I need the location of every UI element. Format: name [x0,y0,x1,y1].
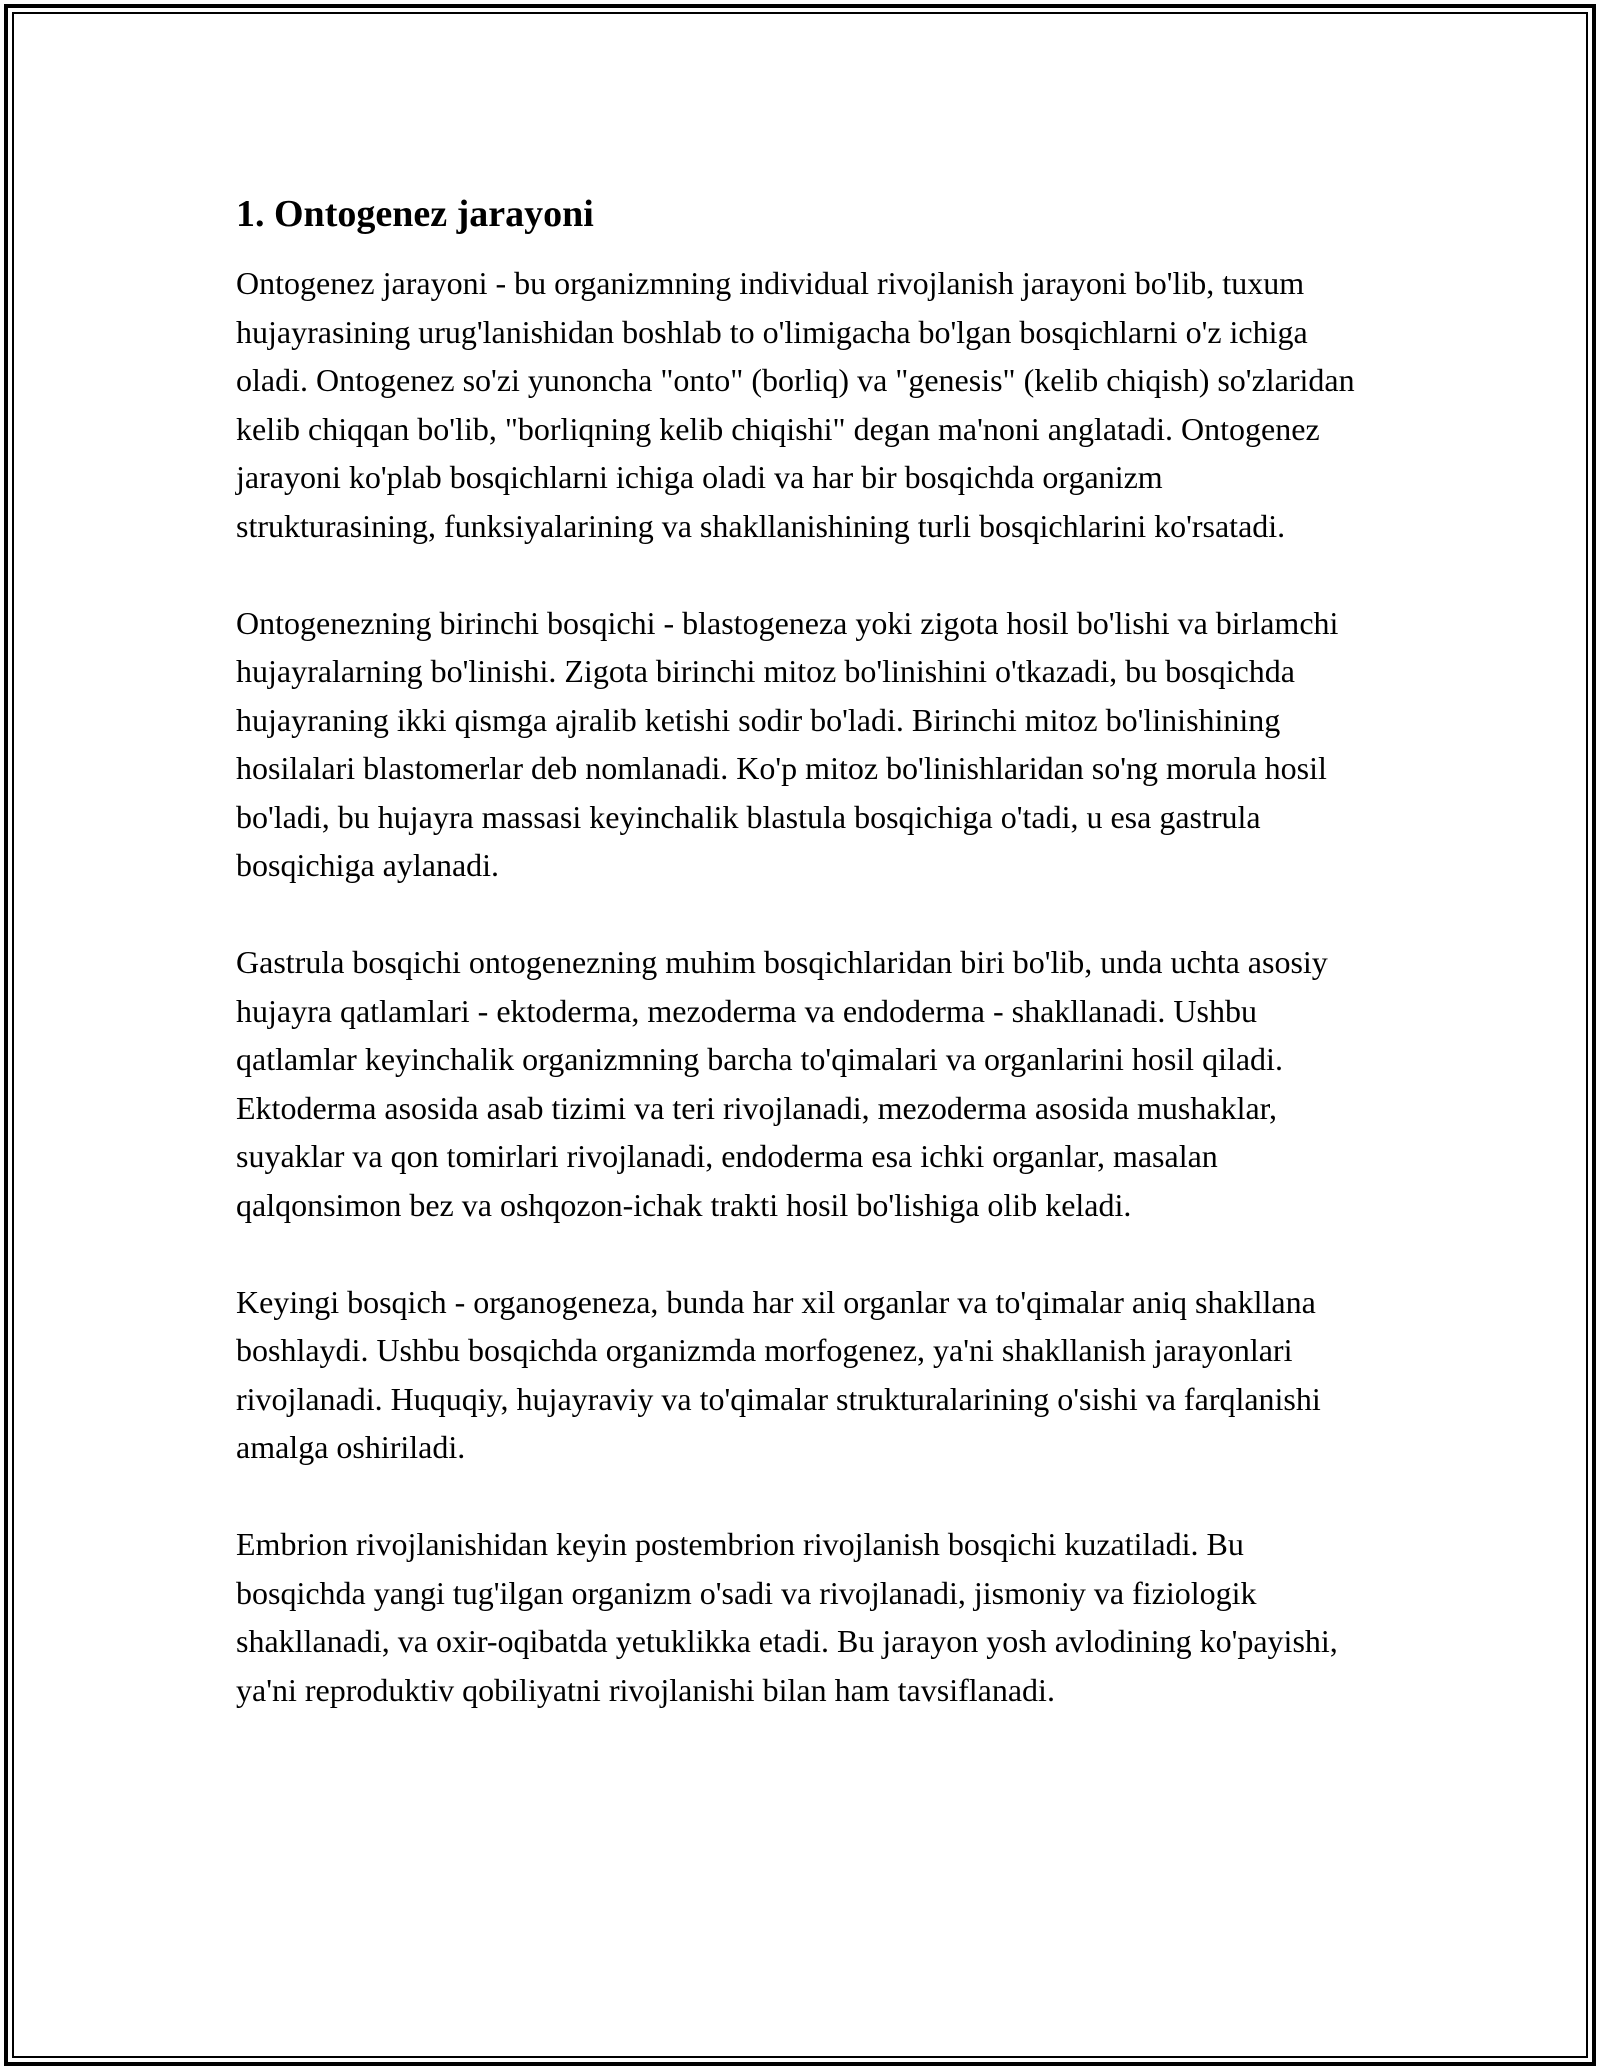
paragraph-2: Ontogenezning birinchi bosqichi - blastogeneza yoki zigota hosil bo'lishi va birlamchi hujayralarning bo'linishi. Zigota birinchi mitoz bo'linishini o'tkazadi, bu bosqichda hujayraning ikki qismga ajralib ketishi sodir bo'ladi. Birinchi mitoz bo'linishining hosilalari blastomerlar deb nomlanadi. Ko'p mitoz bo'linishlaridan so'ng morula hosil bo'ladi, bu hujayra massasi keyinchalik blastula bosqichiga o'tadi, u esa gastrula bosqichiga aylanadi. [236,604,1339,883]
paragraph-5: Embrion rivojlanishidan keyin postembrion rivojlanish bosqichi kuzatiladi. Bu bosqichda yangi tug'ilgan organizm o'sadi va rivojlanadi, jismoniy va fiziologik shakllanadi, va oxir-oqibatda yetuklikka etadi. Bu jarayon yosh avlodining ko'payishi, ya'ni reproduktiv qobiliyatni rivojlanishi bilan ham tavsiflanadi. [236,1526,1338,1708]
paragraph-1: Ontogenez jarayoni - bu organizmning individual rivojlanish jarayoni bo'lib, tuxum hujayrasining urug'lanishidan boshlab to o'limigacha bo'lgan bosqichlarni o'z ichiga oladi. Ontogenez so'zi yunoncha "onto" (borliq) va "genesis" (kelib chiqish) so'zlaridan kelib chiqqan bo'lib, "borliqning kelib chiqishi" degan ma'noni anglatadi. Ontogenez jarayoni ko'plab bosqichlarni ichiga oladi va har bir bosqichda organizm strukturasining, funksiyalarining va shakllanishining turli bosqichlarini ko'rsatadi. [236,265,1355,544]
document-body [236,190,1366,1714]
paragraph-3: Gastrula bosqichi ontogenezning muhim bosqichlaridan biri bo'lib, unda uchta asosiy hujayra qatlamlari - ektoderma, mezoderma va endoderma - shakllanadi. Ushbu qatlamlar keyinchalik organizmning barcha to'qimalari va organlarini hosil qiladi. Ektoderma asosida asab tizimi va teri rivojlanadi, mezoderma asosida mushaklar, suyaklar va qon tomirlari rivojlanadi, endoderma esa ichki organlar, masalan qalqonsimon bez va oshqozon-ichak trakti hosil bo'lishiga olib keladi. [236,944,1328,1223]
paragraph-4: Keyingi bosqich - organogeneza, bunda har xil organlar va to'qimalar aniq shakllana boshlaydi. Ushbu bosqichda organizmda morfogenez, ya'ni shakllanish jarayonlari rivojlanadi. Huquqiy, hujayraviy va to'qimalar strukturalarining o'sishi va farqlanishi amalga oshiriladi. [236,1283,1321,1465]
section-title: 1. Ontogenez jarayoni [236,193,594,235]
